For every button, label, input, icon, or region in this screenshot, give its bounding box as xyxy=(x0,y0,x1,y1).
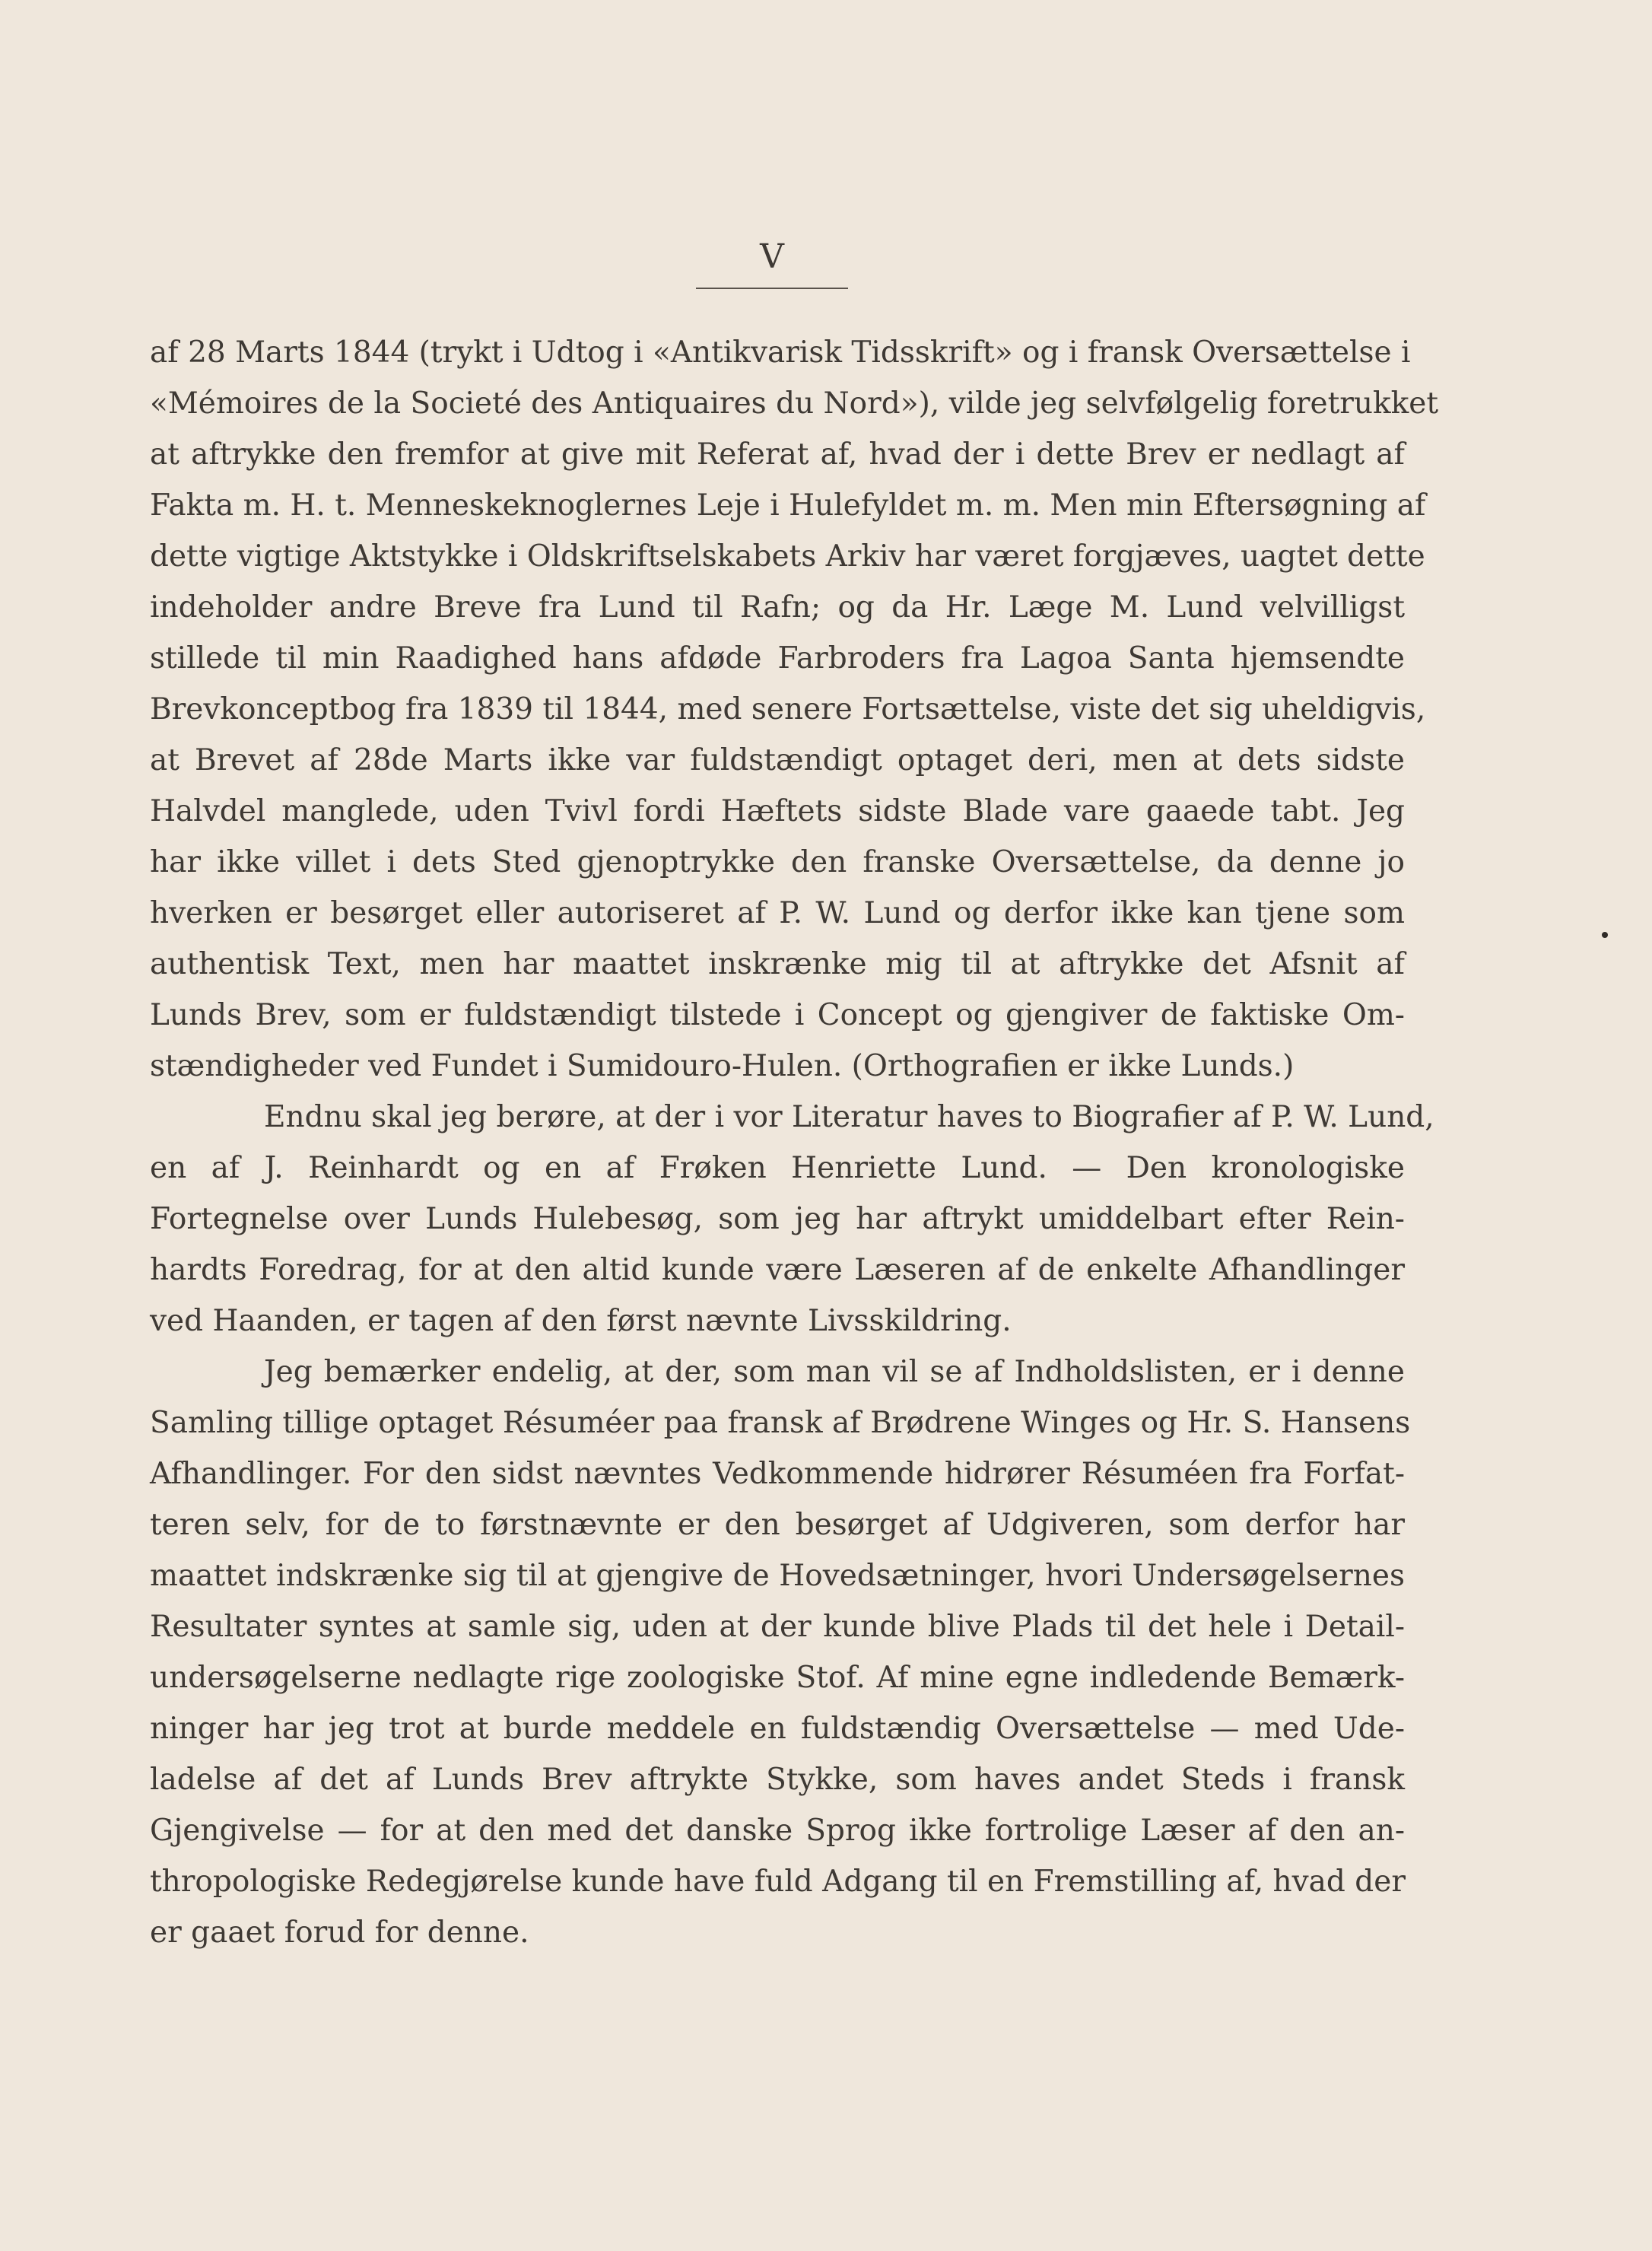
text-line: authentisk Text, men har maattet inskrænke mig til at aftrykke det Afsnit af xyxy=(150,947,1405,981)
text-line: ved Haanden, er tagen af den først nævnte Livsskildring. xyxy=(150,1304,1012,1338)
text-line: stændigheder ved Fundet i Sumidouro-Hulen. (Orthografien er ikke Lunds.) xyxy=(150,1049,1295,1083)
text-line: hardts Foredrag, for at den altid kunde være Læseren af de enkelte Afhandlinger xyxy=(150,1253,1405,1287)
body-text xyxy=(150,327,1439,1958)
text-line: ladelse af det af Lunds Brev aftrykte Stykke, som haves andet Steds i fransk xyxy=(150,1763,1405,1797)
text-line: en af J. Reinhardt og en af Frøken Henriette Lund. — Den kronologiske xyxy=(150,1151,1405,1185)
text-line: Lunds Brev, som er fuldstændigt tilstede i Concept og gjengiver de faktiske Om- xyxy=(150,998,1405,1032)
text-line: Samling tillige optaget Résuméer paa fransk af Brødrene Winges og Hr. S. Hansens xyxy=(150,1406,1411,1440)
header-rule xyxy=(696,288,848,289)
text-line: teren selv, for de to førstnævnte er den besørget af Udgiveren, som derfor har xyxy=(150,1508,1405,1542)
text-line: af 28 Marts 1844 (trykt i Udtog i «Antikvarisk Tidsskrift» og i fransk Oversættelse i xyxy=(150,335,1411,370)
text-line: Fortegnelse over Lunds Hulebesøg, som jeg har aftrykt umiddelbart efter Rein- xyxy=(150,1202,1405,1236)
text-line: hverken er besørget eller autoriseret af P. W. Lund og derfor ikke kan tjene som xyxy=(150,896,1405,930)
text-line: indeholder andre Breve fra Lund til Rafn; og da Hr. Læge M. Lund velvilligst xyxy=(150,590,1405,625)
text-line: maattet indskrænke sig til at gjengive de Hovedsætninger, hvori Undersøgelsernes xyxy=(150,1559,1405,1593)
text-line: «Mémoires de la Societé des Antiquaires du Nord»), vilde jeg selvfølgelig foretrukket xyxy=(150,386,1439,421)
ink-speck xyxy=(1602,932,1608,938)
text-line: at aftrykke den fremfor at give mit Referat af, hvad der i dette Brev er nedlagt af xyxy=(150,437,1405,472)
text-line: Afhandlinger. For den sidst nævntes Vedkommende hidrører Résuméen fra Forfat- xyxy=(150,1457,1405,1491)
text-line: stillede til min Raadighed hans afdøde Farbroders fra Lagoa Santa hjemsendte xyxy=(150,641,1405,676)
text-line: undersøgelserne nedlagte rige zoologiske Stof. Af mine egne indledende Bemærk- xyxy=(150,1661,1405,1695)
text-line: Endnu skal jeg berøre, at der i vor Literatur haves to Biografier af P. W. Lund, xyxy=(264,1100,1434,1134)
text-line: Halvdel manglede, uden Tvivl fordi Hæftets sidste Blade vare gaaede tabt. Jeg xyxy=(150,794,1405,828)
text-line: har ikke villet i dets Sted gjenoptrykke den franske Oversættelse, da denne jo xyxy=(150,845,1405,879)
text-line: Resultater syntes at samle sig, uden at der kunde blive Plads til det hele i Detail- xyxy=(150,1610,1405,1644)
page-number: V xyxy=(760,237,784,276)
text-line: Brevkonceptbog fra 1839 til 1844, med senere Fortsættelse, viste det sig uheldigvis, xyxy=(150,692,1426,726)
text-line: er gaaet forud for denne. xyxy=(150,1916,529,1950)
text-line: thropologiske Redegjørelse kunde have fuld Adgang til en Fremstilling af, hvad der xyxy=(150,1865,1406,1899)
text-line: Gjengivelse — for at den med det danske Sprog ikke fortrolige Læser af den an- xyxy=(150,1814,1405,1848)
text-line: ninger har jeg trot at burde meddele en fuldstændig Oversættelse — med Ude- xyxy=(150,1712,1405,1746)
text-line: Jeg bemærker endelig, at der, som man vil se af Indholdslisten, er i denne xyxy=(264,1355,1405,1389)
text-line: at Brevet af 28de Marts ikke var fuldstændigt optaget deri, men at dets sidste xyxy=(150,743,1405,777)
text-line: Fakta m. H. t. Menneskeknoglernes Leje i Hulefyldet m. m. Men min Eftersøgning af xyxy=(150,488,1426,523)
text-line: dette vigtige Aktstykke i Oldskriftselskabets Arkiv har været forgjæves, uagtet dette xyxy=(150,539,1425,574)
